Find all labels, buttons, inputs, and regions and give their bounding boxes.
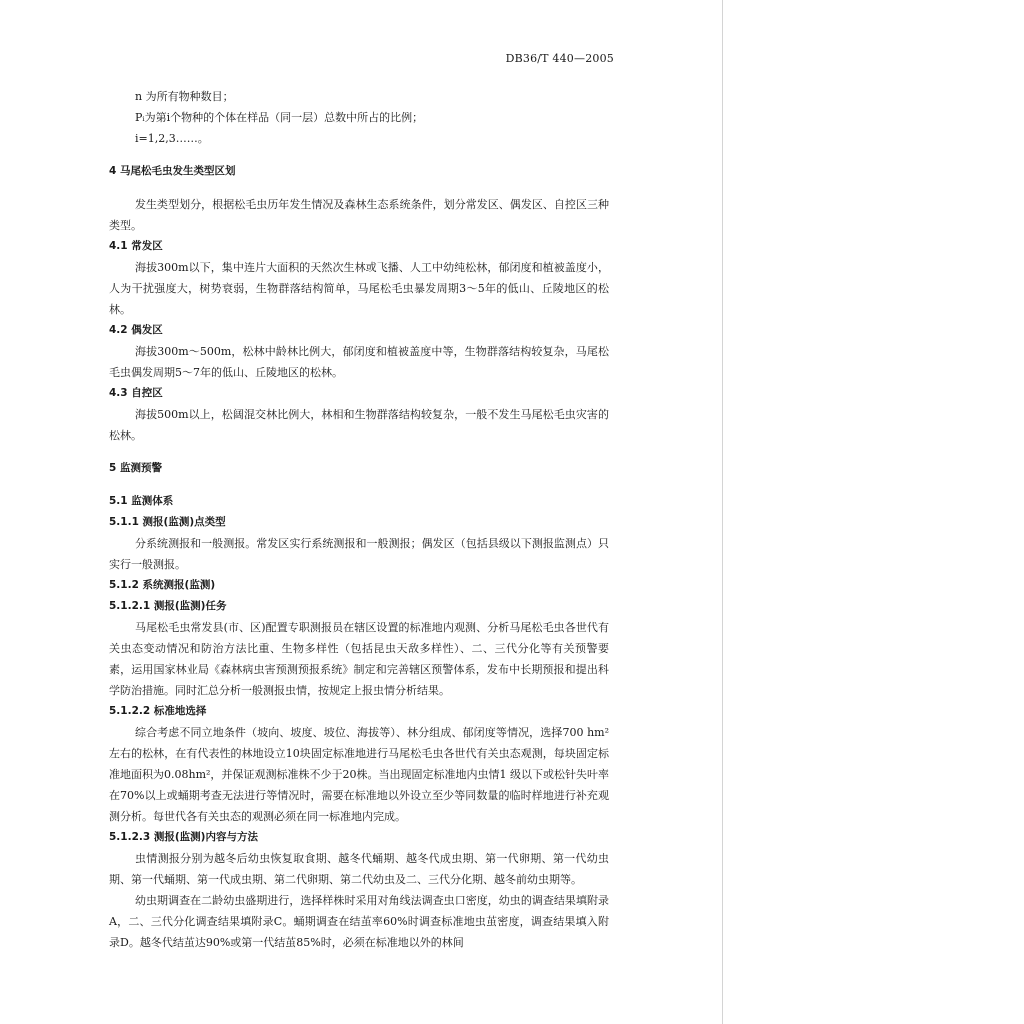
section-5-1-2-2-paragraph: 综合考虑不同立地条件（坡向、坡度、坡位、海拔等）、林分组成、郁闭度等情况，选择700 hm²左右的松林，在有代表性的林地设立10块固定标准地进行马尾松毛虫各世代有关虫态观测，每块固定标准地面积为0.08hm²，并保证观测标准株不少于20株。当出现固定标准地内虫情1 级以下或松针失叶率在70%以上或蛹期考查无法进行等情况时，需要在标准地以外设立至少等同数量的临时样地进行补充观测分析。每世代各有关虫态的观测必须在同一标准地内完成。 bbox=[109, 726, 609, 823]
section-5-1-title: 5.1 监测体系 bbox=[109, 495, 174, 507]
section-5-1-2-2-title: 5.1.2.2 标准地选择 bbox=[109, 705, 207, 717]
n-definition: n 为所有物种数目； bbox=[135, 90, 234, 103]
section-4-2-title: 4.2 偶发区 bbox=[109, 324, 163, 336]
section-4-paragraph: 发生类型划分，根据松毛虫历年发生情况及森林生态系统条件，划分常发区、偶发区、自控区三种类型。 bbox=[109, 198, 609, 232]
blank-pane bbox=[723, 0, 1024, 1024]
section-4-1-title: 4.1 常发区 bbox=[109, 240, 163, 252]
section-5-1-2-3-title: 5.1.2.3 测报(监测)内容与方法 bbox=[109, 831, 258, 843]
section-5-1-2-1-title: 5.1.2.1 测报(监测)任务 bbox=[109, 600, 227, 612]
p-definition: Pᵢ为第i个物种的个体在样品（同一层）总数中所占的比例； bbox=[135, 111, 424, 124]
section-4-title: 4 马尾松毛虫发生类型区划 bbox=[109, 165, 236, 177]
document-code: DB36/T 440—2005 bbox=[505, 52, 614, 65]
section-5-1-2-title: 5.1.2 系统测报(监测) bbox=[109, 579, 216, 591]
document-body bbox=[109, 86, 609, 953]
section-4-1-paragraph: 海拔300m以下，集中连片大面积的天然次生林或飞播、人工中幼纯松林，郁闭度和植被盖度小，人为干扰强度大，树势衰弱，生物群落结构简单，马尾松毛虫暴发周期3～5年的低山、丘陵地区的松林。 bbox=[109, 261, 609, 316]
i-definition: i=1,2,3……。 bbox=[135, 132, 209, 145]
section-4-3-paragraph: 海拔500m以上，松阔混交林比例大，林相和生物群落结构较复杂，一般不发生马尾松毛虫灾害的松林。 bbox=[109, 408, 609, 442]
section-5-1-2-3-paragraph-1: 虫情测报分别为越冬后幼虫恢复取食期、越冬代蛹期、越冬代成虫期、第一代卵期、第一代幼虫期、第一代蛹期、第一代成虫期、第二代卵期、第二代幼虫及二、三代分化期、越冬前幼虫期等。 bbox=[109, 852, 609, 886]
section-4-2-paragraph: 海拔300m～500m，松林中龄林比例大，郁闭度和植被盖度中等，生物群落结构较复杂，马尾松毛虫偶发周期5～7年的低山、丘陵地区的松林。 bbox=[109, 345, 609, 379]
section-5-1-2-1-paragraph: 马尾松毛虫常发县(市、区)配置专职测报员在辖区设置的标准地内观测、分析马尾松毛虫各世代有关虫态变动情况和防治方法比重、生物多样性（包括昆虫天敌多样性）、二、三代分化等有关预警要素，运用国家林业局《森林病虫害预测预报系统》制定和完善辖区预警体系，发布中长期预报和提出科学防治措施。同时汇总分析一般测报虫情，按规定上报虫情分析结果。 bbox=[109, 621, 609, 697]
section-5-1-1-paragraph: 分系统测报和一般测报。常发区实行系统测报和一般测报；偶发区（包括县级以下测报监测点）只实行一般测报。 bbox=[109, 537, 609, 571]
section-5-1-2-3-paragraph-2: 幼虫期调查在二龄幼虫盛期进行，选择样株时采用对角线法调查虫口密度，幼虫的调查结果填附录A，二、三代分化调查结果填附录C。蛹期调查在结茧率60%时调查标准地虫茧密度，调查结果填入附录D。越冬代结茧达90%或第一代结茧85%时，必须在标准地以外的林间 bbox=[109, 894, 609, 949]
section-5-title: 5 监测预警 bbox=[109, 462, 162, 474]
section-5-1-1-title: 5.1.1 测报(监测)点类型 bbox=[109, 516, 226, 528]
section-4-3-title: 4.3 自控区 bbox=[109, 387, 163, 399]
